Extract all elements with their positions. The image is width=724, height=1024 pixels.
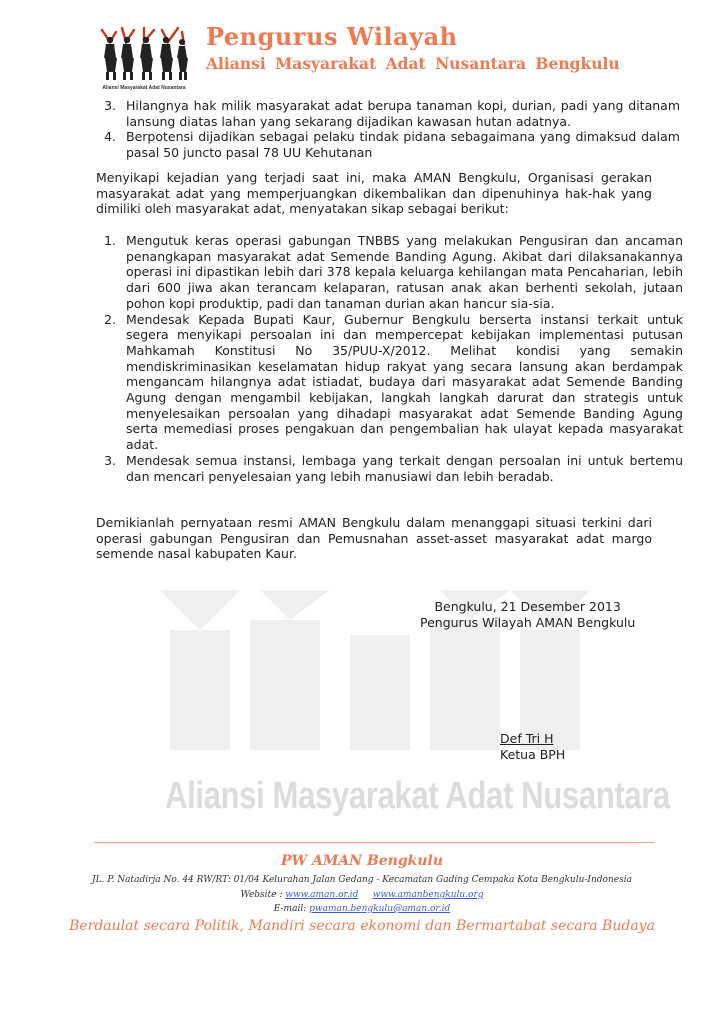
signer [500,731,565,763]
footer-email [0,904,724,914]
footer-slogan: Berdaulat secara Politik, Mandiri secara ekonomi dan Bermartabat secara Budaya [69,918,655,934]
watermark-text: Aliansi Masyarakat Adat Nusantara [165,775,670,817]
signing-organization: Pengurus Wilayah AMAN Bengkulu [420,615,636,630]
website-link-bengkulu[interactable]: www.amanbengkulu.org [372,890,484,900]
signer-name: Def Tri H [500,731,554,746]
list-item: 2. Mendesak Kepada Bupati Kaur, Gubernur Bengkulu berserta instansi terkait untuk segera menyikapi persoalan ini dan mempercepat kebijakan implementasi putusan Mahkamah Konstitusi No 35/PUU-X/2012. Melihat kondisi yang semakin mendiskriminasikan keselamatan hidup rakyat yang secara lansung akan berdampak mengancam hilangnya adat istiadat, budaya dari masyarakat adat Semende Banding Agung dengan mengambil kebijakan, langkah langkah darurat dan strategis untuk menyelesaikan persoalan yang dihadapi masyarakat adat Semende Banding Agung serta memediasi proses pengakuan dan pengembalian hak ulayat kepada masyarakat adat. [120,312,683,453]
dancers-logo-icon [96,22,192,84]
closing-paragraph: Demikianlah pernyataan resmi AMAN Bengkulu dalam menanggapi situasi terkini dari operasi gabungan Pengusiran dan Pemusnahan asset-asset masyarakat adat margo semende nasal kabupaten Kaur. [96,515,652,562]
impact-list-continued [90,98,680,161]
org-title: Pengurus Wilayah [206,22,458,51]
list-item: 3. Mendesak semua instansi, lembaga yang terkait dengan persoalan ini untuk bertemu dan mencari penyelesaian yang lebih manusiawi dan lebih beradab. [120,453,683,484]
list-item: 1. Mengutuk keras operasi gabungan TNBBS yang melakukan Pengusiran dan ancaman penangkapan masyarakat adat Semende Banding Agung. Akibat dari dilaksanakannya operasi ini dipastikan lebih dari 378 kepala keluarga kehilangan mata Pencaharian, lebih dari 600 jiwa akan terancam kelaparan, ratusan anak akan berhenti sekolah, jutaan pohon kopi produktip, padi dan tanaman durian akan hancur sia-sia. [120,233,683,312]
footer-divider [94,842,654,843]
footer-website [0,890,724,900]
logo-caption: Aliansi Masyarakat Adat Nusantara [102,85,186,91]
list-item: 3. Hilangnya hak milik masyarakat adat berupa tanaman kopi, durian, padi yang ditanam lansung diatas lahan yang sekarang dijadikan kawasan hutan adatnya. [120,98,680,129]
signature-block [420,599,635,631]
website-label: Website : [240,890,283,900]
email-link[interactable]: pwaman.bengkulu@aman.or.id [309,904,451,914]
place-date: Bengkulu, 21 Desember 2013 [434,599,621,614]
footer-address: JL. P. Natadirja No. 44 RW/RT: 01/04 Kelurahan Jalan Gedang - Kecamatan Gading Cempaka Kota Bengkulu-Indonesia [92,875,632,885]
list-item: 4. Berpotensi dijadikan sebagai pelaku tindak pidana sebagaimana yang dimaksud dalam pasal 50 juncto pasal 78 UU Kehutanan [120,129,680,160]
statement-list [90,233,683,484]
intro-paragraph: Menyikapi kejadian yang terjadi saat ini, maka AMAN Bengkulu, Organisasi gerakan masyarakat adat yang memperjuangkan dikembalikan dan dipenuhinya hak-hak yang dimiliki oleh masyarakat adat, menyatakan sikap sebagai berikut: [96,170,652,217]
email-label: E-mail: [273,904,307,914]
org-logo [96,22,192,96]
signer-role: Ketua BPH [500,747,566,762]
footer-org: PW AMAN Bengkulu [280,853,444,869]
website-link-aman[interactable]: www.aman.or.id [285,890,359,900]
org-subtitle: Aliansi Masyarakat Adat Nusantara Bengkulu [206,54,620,73]
